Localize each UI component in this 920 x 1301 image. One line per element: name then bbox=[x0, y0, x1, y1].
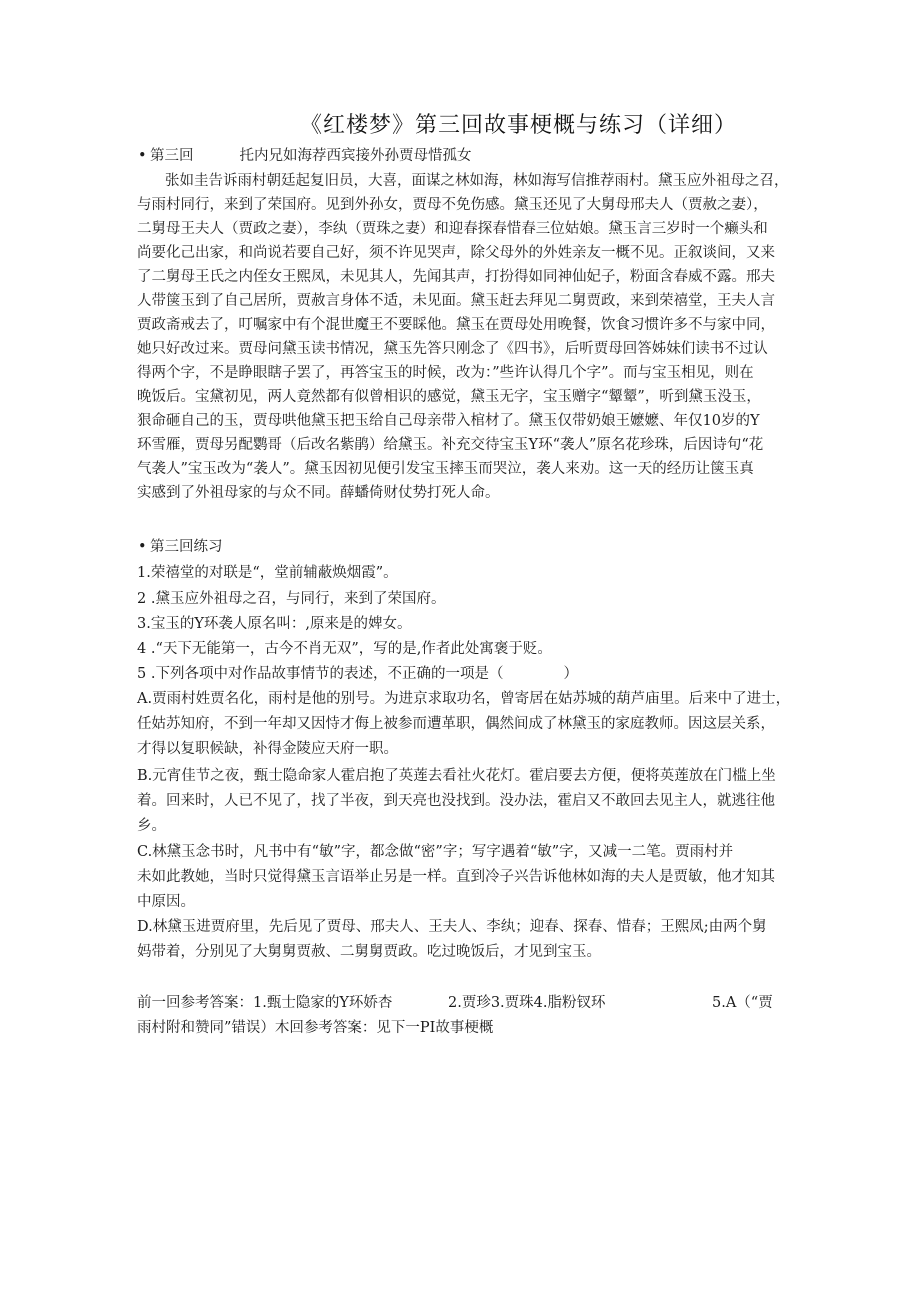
answer-line: 5.A（“贾 bbox=[712, 995, 773, 1011]
question-number: 1 bbox=[137, 565, 147, 581]
question-close-paren: ） bbox=[563, 666, 578, 682]
option-b-line: 乡。 bbox=[137, 818, 166, 834]
summary-line: 了二舅母王氏之内侄女王熙凤，未见其人，先闻其声，打扮得如同神仙妃子，粉面含春威不露。邢夫 bbox=[137, 269, 775, 285]
question-text: .下列各项中对作品故事情节的表述，不正确的一项是（ bbox=[146, 666, 504, 682]
chapter-subtitle: 托内兄如海荐西宾接外孙贾母惜孤女 bbox=[239, 148, 472, 164]
answer-line: 2.贾珍3.贾珠4.脂粉钗环 bbox=[448, 995, 606, 1011]
summary-line: 得两个字，不是睁眼瞎子罢了，再答宝玉的时候，改为：”些许认得几个字”。而与宝玉相见，则在 bbox=[137, 365, 754, 381]
option-d-line: 妈带着，分别见了大舅舅贾赦、二舅舅贾政。吃过晚饭后，才见到宝玉。 bbox=[137, 944, 601, 960]
summary-line: 二舅母王夫人（贾政之妻），李纨（贾珠之妻）和迎春探春惜春三位姑娘。黛玉言三岁时一个癞头和 bbox=[137, 221, 768, 237]
section-label: 第三回 bbox=[150, 148, 194, 164]
answer-line: 前一回参考答案：1.甄士隐家的Y环娇杏 bbox=[137, 995, 393, 1011]
option-b-line: B.元宵佳节之夜，甄士隐命家人霍启抱了英莲去看社火花灯。霍启要去方便，便将英莲放在门槛上坐 bbox=[137, 768, 776, 784]
option-a-line: A.贾雨村姓贾名化，雨村是他的别号。为进京求取功名，曾寄居在姑苏城的葫芦庙里。后来中了进士， bbox=[137, 691, 791, 707]
summary-line: 贾政斋戒去了，叮嘱家中有个混世魔王不要睬他。黛玉在贾母处用晚餐，饮食习惯许多不与家中同， bbox=[137, 317, 775, 333]
summary-line: 狠命砸自己的玉，贾母哄他黛玉把玉给自己母亲带入棺材了。黛玉仅带奶娘王嬷嬷、年仅10岁的Y bbox=[137, 413, 760, 429]
option-c-line: 中原因。 bbox=[137, 894, 195, 910]
question-text: .宝玉的Y环袭人原名叫：,原来是的婢女。 bbox=[146, 616, 412, 632]
page-title: 《红楼梦》第三回故事梗概与练习（详细） bbox=[300, 113, 738, 138]
option-a-line: 才得以复职候缺，补得金陵应天府一职。 bbox=[137, 741, 398, 757]
bullet-icon: • bbox=[138, 539, 147, 555]
option-a-line: 任姑苏知府，不到一年却又因恃才侮上被参而遭革职，偶然间成了林黛玉的家庭教师。因这层关系， bbox=[137, 716, 775, 732]
question-text: .“天下无能第一，古今不肖无双”，写的是,作者此处寓褒于贬。 bbox=[146, 641, 552, 657]
question-item bbox=[137, 563, 398, 583]
question-item bbox=[137, 614, 412, 634]
summary-line: 实感到了外祖母家的与众不同。薛蟠倚财仗势打死人命。 bbox=[137, 485, 500, 501]
question-number: 2 bbox=[137, 591, 147, 607]
answer-line: 雨村附和赞同”错误）木回参考答案：见下一PI故事梗概 bbox=[137, 1020, 494, 1036]
option-d-line: D.林黛玉进贾府里，先后见了贾母、邢夫人、王夫人、李纨；迎春、探春、惜春；王熙凤;由两个舅 bbox=[137, 919, 767, 935]
summary-line: 张如圭告诉雨村朝廷起复旧员，大喜，面谋之林如海，林如海写信推荐雨村。黛玉应外祖母之召， bbox=[165, 173, 789, 189]
question-item bbox=[137, 664, 578, 684]
section-label: 第三回练习 bbox=[150, 539, 223, 555]
bullet-icon: • bbox=[138, 148, 147, 164]
question-number: 4 bbox=[137, 641, 147, 657]
summary-line: 尚要化己出家，和尚说若要自己好，须不许见哭声，除父母外的外姓亲友一概不见。正叙谈间，又来 bbox=[137, 245, 775, 261]
question-text: .荣禧堂的对联是“，堂前辅蔽焕烟霞”。 bbox=[146, 565, 398, 581]
option-c-line: C.林黛玉念书时，凡书中有“敏”字，都念做“密”字；写字遇着“敏”字，又减一二笔。贾雨村并 bbox=[137, 844, 734, 860]
summary-line: 晚饭后。宝黛初见，两人竟然都有似曾相识的感觉，黛玉无字，宝玉赠字“颦颦”，听到黛玉没玉， bbox=[137, 389, 761, 405]
summary-line: 与雨村同行，来到了荣国府。见到外孙女，贾母不免伤感。黛玉还见了大舅母邢夫人（贾赦之妻）， bbox=[137, 197, 768, 213]
section-heading-chapter3 bbox=[138, 146, 472, 166]
question-item bbox=[137, 639, 552, 659]
option-b-line: 着。回来时，人已不见了，找了半夜，到天亮也没找到。没办法，霍启又不敢回去见主人，就逃往他 bbox=[137, 793, 775, 809]
summary-line: 气袭人”宝玉改为“袭人”。黛玉因初见便引发宝玉摔玉而哭泣，袭人来劝。这一天的经历让箧玉真 bbox=[137, 461, 754, 477]
question-item bbox=[137, 589, 445, 609]
question-number: 5 bbox=[137, 666, 147, 682]
question-number: 3 bbox=[137, 616, 147, 632]
question-text: .黛玉应外祖母之召，与同行，来到了荣国府。 bbox=[146, 591, 446, 607]
section-heading-exercises bbox=[138, 537, 223, 557]
option-c-line: 未如此教她，当时只觉得黛玉言语举止另是一样。直到冷子兴告诉他林如海的夫人是贾敏，他才知其 bbox=[137, 869, 775, 885]
summary-line: 她只好改过来。贾母问黛玉读书情况，黛玉先答只刚念了《四书》，后听贾母回答姊妹们读书不过认 bbox=[137, 341, 768, 357]
summary-line: 人带箧玉到了自己居所，贾赦言身体不适，未见面。黛玉赶去拜见二舅贾政，来到荣禧堂，王夫人言 bbox=[137, 293, 775, 309]
summary-line: 环雪雁，贾母另配鹦哥（后改名紫鹃）给黛玉。补充交待宝玉Y环“袭人”原名花珍珠，后因诗句“花 bbox=[137, 437, 764, 453]
